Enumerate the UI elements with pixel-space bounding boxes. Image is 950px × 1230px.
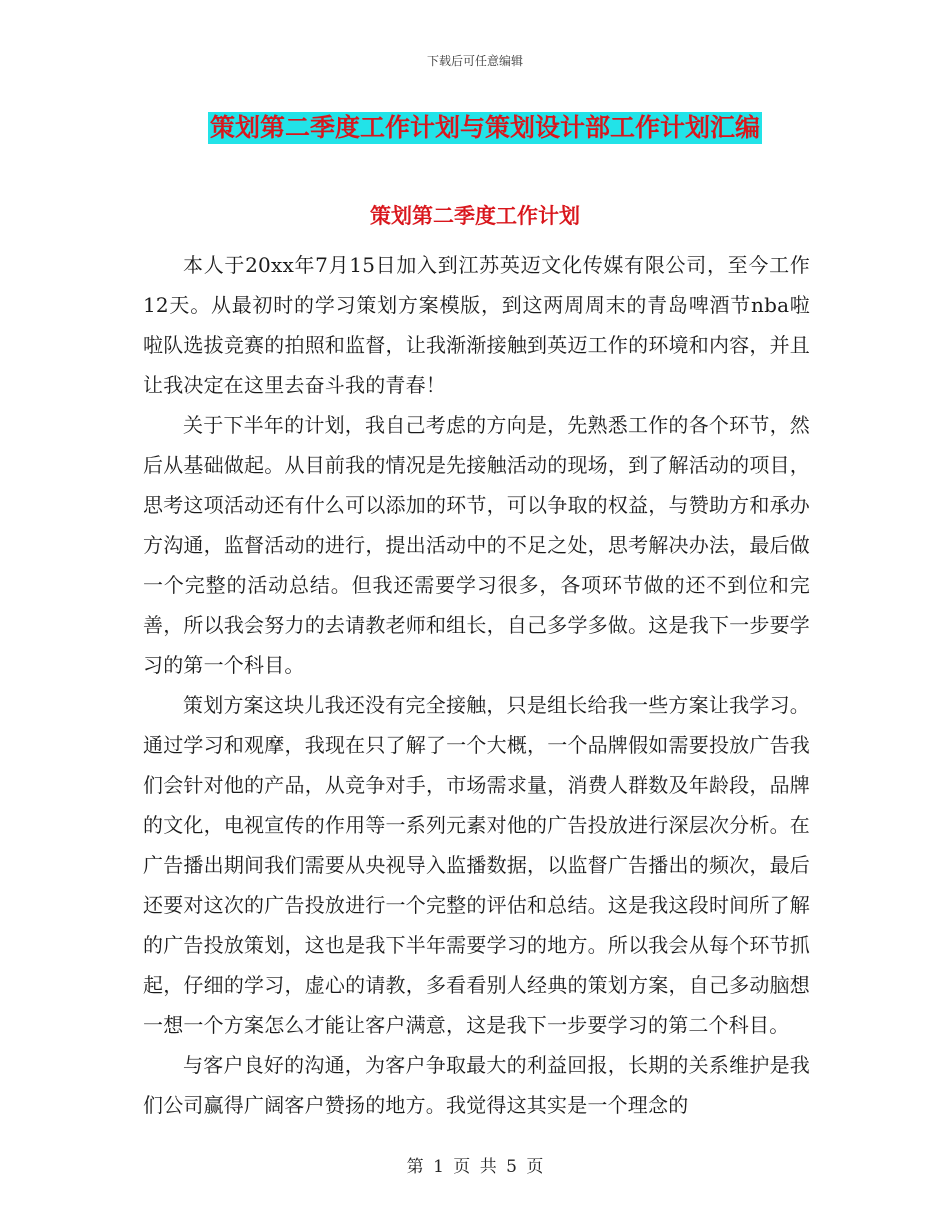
body-paragraph: 与客户良好的沟通，为客户争取最大的利益回报，长期的关系维护是我们公司赢得广阔客户赞扬的地方。我觉得这其实是一个理念的 (143, 1053, 810, 1117)
body-paragraph: 关于下半年的计划，我自己考虑的方向是，先熟悉工作的各个环节，然后从基础做起。从目前我的情况是先接触活动的现场，到了解活动的项目，思考这项活动还有什么可以添加的环节，可以争取的权益，与赞助方和承办方沟通，监督活动的进行，提出活动中的不足之处，思考解决办法，最后做一个完整的活动总结。但我还需要学习很多，各项环节做的还不到位和完善，所以我会努力的去请教老师和组长，自己多学多做。这是我下一步要学习的第一个科目。 (143, 413, 810, 677)
page-header-note: 下载后可任意编辑 (426, 54, 523, 68)
document-body (143, 245, 810, 1125)
body-paragraph: 策划方案这块儿我还没有完全接触，只是组长给我一些方案让我学习。通过学习和观摩，我现在只了解了一个大概，一个品牌假如需要投放广告我们会针对他的产品，从竞争对手，市场需求量，消费人群数及年龄段，品牌的文化，电视宣传的作用等一系列元素对他的广告投放进行深层次分析。在广告播出期间我们需要从央视导入监播数据，以监督广告播出的频次，最后还要对这次的广告投放进行一个完整的评估和总结。这是我这段时间所了解的广告投放策划，这也是我下半年需要学习的地方。所以我会从每个环节抓起，仔细的学习，虚心的请教，多看看别人经典的策划方案，自己多动脑想一想一个方案怎么才能让客户满意，这是我下一步要学习的第二个科目。 (143, 693, 810, 1037)
page-number-footer: 第 1 页 共 5 页 (406, 1157, 544, 1177)
document-title: 策划第二季度工作计划与策划设计部工作计划汇编 (210, 113, 761, 142)
section-title: 策划第二季度工作计划 (370, 203, 580, 228)
body-paragraph: 本人于20xx年7月15日加入到江苏英迈文化传媒有限公司，至今工作12天。从最初时的学习策划方案模版，到这两周周末的青岛啤酒节nba啦啦队选拔竞赛的拍照和监督，让我渐渐接触到英迈工作的环境和内容，并且让我决定在这里去奋斗我的青春！ (143, 253, 810, 397)
